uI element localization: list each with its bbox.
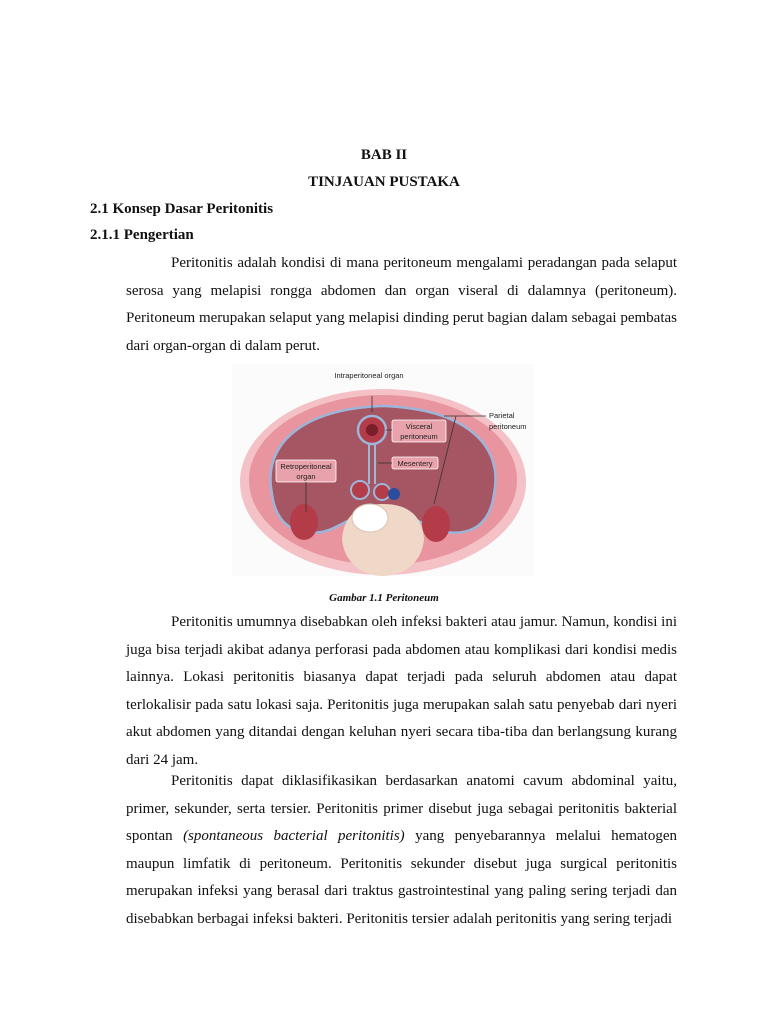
classification-italic-term: (spontaneous bacterial peritonitis) xyxy=(183,828,405,844)
chapter-title: TINJAUAN PUSTAKA xyxy=(308,174,460,190)
retroperitoneal-organ-right xyxy=(422,506,450,542)
retro-label-2: organ xyxy=(296,472,316,481)
organ-lumen xyxy=(366,424,378,436)
intraperitoneal-label: Intraperitoneal organ xyxy=(334,371,404,380)
classification-text-start: Peritonitis dapat diklasifikasikan berdasarkan anatomi cavum abdominal yaitu, primer, sekunder, serta tersier. Peritonitis primer disebut juga sebagai peritonitis bakterial spontan xyxy=(126,773,677,844)
parietal-label-1: Parietal xyxy=(489,411,515,420)
parietal-label-2: peritoneum xyxy=(489,422,527,431)
classification-text-end: yang penyebarannya melalui hematogen maupun limfatik di peritoneum. Peritonitis sekunder disebut juga surgical peritonitis merupakan infeksi yang berasal dari traktus gastrointestinal yang paling sering terjadi dan disebabkan berbagai infeksi bakteri. Peritonitis tersier adalah peritonitis yang sering terjadi xyxy=(126,828,677,927)
peritoneum-diagram xyxy=(232,364,534,576)
vertebral-body xyxy=(352,504,388,532)
paragraph-definition: Peritonitis adalah kondisi di mana peritoneum mengalami peradangan pada selaput serosa yang melapisi rongga abdomen dan organ viseral di dalamnya (peritoneum). Peritoneum merupakan selaput yang melapisi dinding perut bagian dalam sebagai pembatas dari organ-organ di dalam perut. xyxy=(126,255,677,354)
vessel-right xyxy=(374,484,390,500)
visceral-label-1: Visceral xyxy=(405,422,433,431)
peritoneum-figure xyxy=(232,364,534,576)
retroperitoneal-organ-left xyxy=(290,504,318,540)
paragraph-classification xyxy=(126,768,677,933)
chapter-number: BAB II xyxy=(360,147,408,163)
retro-label-1: Retroperitoneal xyxy=(280,462,332,471)
vessel-left xyxy=(351,481,369,499)
paragraph-causes: Peritonitis umumnya disebabkan oleh infeksi bakteri atau jamur. Namun, kondisi ini juga bisa terjadi akibat adanya perforasi pada abdomen atau komplikasi dari kondisi medis lainnya. Lokasi peritonitis biasanya dapat terjadi pada seluruh abdomen atau dapat terlokalisir pada satu lokasi saja. Peritonitis juga merupakan salah satu penyebab dari nyeri akut abdomen yang ditandai dengan keluhan nyeri secara tiba-tiba dan berlangsung kurang dari 24 jam. xyxy=(126,614,677,768)
mesentery-label: Mesentery xyxy=(397,459,433,468)
figure-caption: Gambar 1.1 Peritoneum xyxy=(329,592,439,604)
section-heading: 2.1 Konsep Dasar Peritonitis xyxy=(90,201,274,217)
visceral-label-2: peritoneum xyxy=(400,432,438,441)
subsection-heading: 2.1.1 Pengertian xyxy=(90,227,194,243)
vein xyxy=(388,488,400,500)
